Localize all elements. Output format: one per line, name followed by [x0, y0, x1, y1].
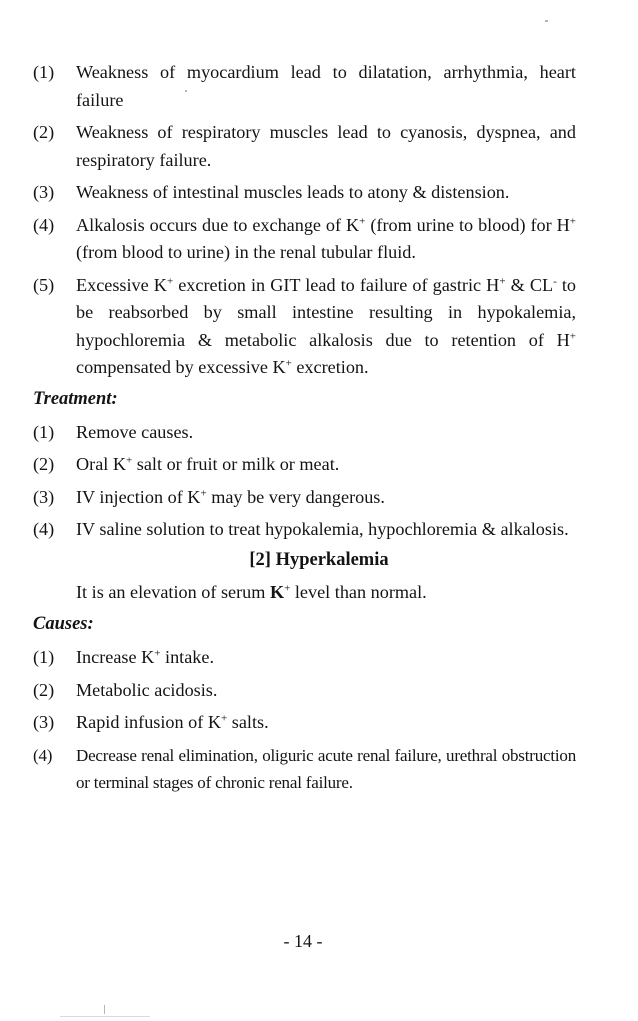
scan-mark [545, 20, 548, 22]
item-number: (1) [33, 647, 55, 667]
item-text: IV saline solution to treat hypokalemia, hypochloremia & alkalosis. [76, 519, 569, 539]
item-number: (2) [33, 679, 55, 700]
complication-item-2 [33, 119, 576, 174]
cause-item-3 [33, 709, 576, 737]
treatment-item-3 [33, 484, 576, 512]
item-number: (4) [33, 745, 53, 765]
hyperkalemia-definition: It is an elevation of serum K+ level than normal. [76, 581, 427, 602]
item-number: (2) [33, 122, 55, 142]
item-text: Weakness of myocardium lead to dilatation, arrhythmia, heart failure [76, 62, 576, 110]
scan-mark [104, 1005, 105, 1014]
item-text: Excessive K+ excretion in GIT lead to failure of gastric H+ & CL- to be reabsorbed by small intestine resulting in hypokalemia, hypochloremia & metabolic alkalosis due to retention of H+ compensated by excessive K+ excretion. [76, 274, 576, 377]
cause-item-1 [33, 644, 576, 672]
hyperkalemia-heading: [2] Hyperkalemia [249, 549, 389, 570]
item-text: Alkalosis occurs due to exchange of K+ (from urine to blood) for H+ (from blood to urine) in the renal tubular fluid. [76, 214, 576, 262]
item-number: (4) [33, 519, 55, 539]
scan-mark [60, 1016, 150, 1017]
complication-item-4 [33, 212, 576, 267]
treatment-heading: Treatment: [33, 388, 118, 409]
item-text: Rapid infusion of K+ salts. [76, 712, 269, 732]
item-text: Weakness of intestinal muscles leads to atony & distension. [76, 182, 510, 202]
item-text: Remove causes. [76, 421, 194, 442]
item-number: (1) [33, 421, 55, 442]
item-number: (3) [33, 182, 55, 202]
complication-item-3 [33, 179, 576, 207]
complication-item-1 [33, 59, 576, 114]
item-number: (2) [33, 454, 55, 474]
item-text: IV injection of K+ may be very dangerous. [76, 486, 385, 507]
item-text: Decrease renal elimination, oliguric acute renal failure, urethral obstruction or terminal stages of chronic renal failure. [76, 745, 576, 792]
cause-item-2 [33, 677, 576, 705]
item-text: Oral K+ salt or fruit or milk or meat. [76, 454, 340, 474]
item-number: (3) [33, 712, 55, 732]
complication-item-5 [33, 272, 576, 382]
item-text: Increase K+ intake. [76, 647, 215, 667]
item-number: (5) [33, 274, 55, 295]
treatment-item-4 [33, 516, 576, 544]
cause-item-4 [33, 742, 576, 797]
page-number: - 14 - [283, 931, 323, 951]
causes-heading: Causes: [33, 614, 94, 634]
treatment-item-1 [33, 419, 576, 447]
item-number: (1) [33, 62, 55, 82]
treatment-item-2 [33, 451, 576, 479]
item-text: Metabolic acidosis. [76, 679, 218, 700]
item-text: Weakness of respiratory muscles lead to cyanosis, dyspnea, and respiratory failure. [76, 122, 576, 170]
item-number: (3) [33, 486, 55, 507]
scan-mark [185, 90, 187, 92]
item-number: (4) [33, 214, 55, 235]
